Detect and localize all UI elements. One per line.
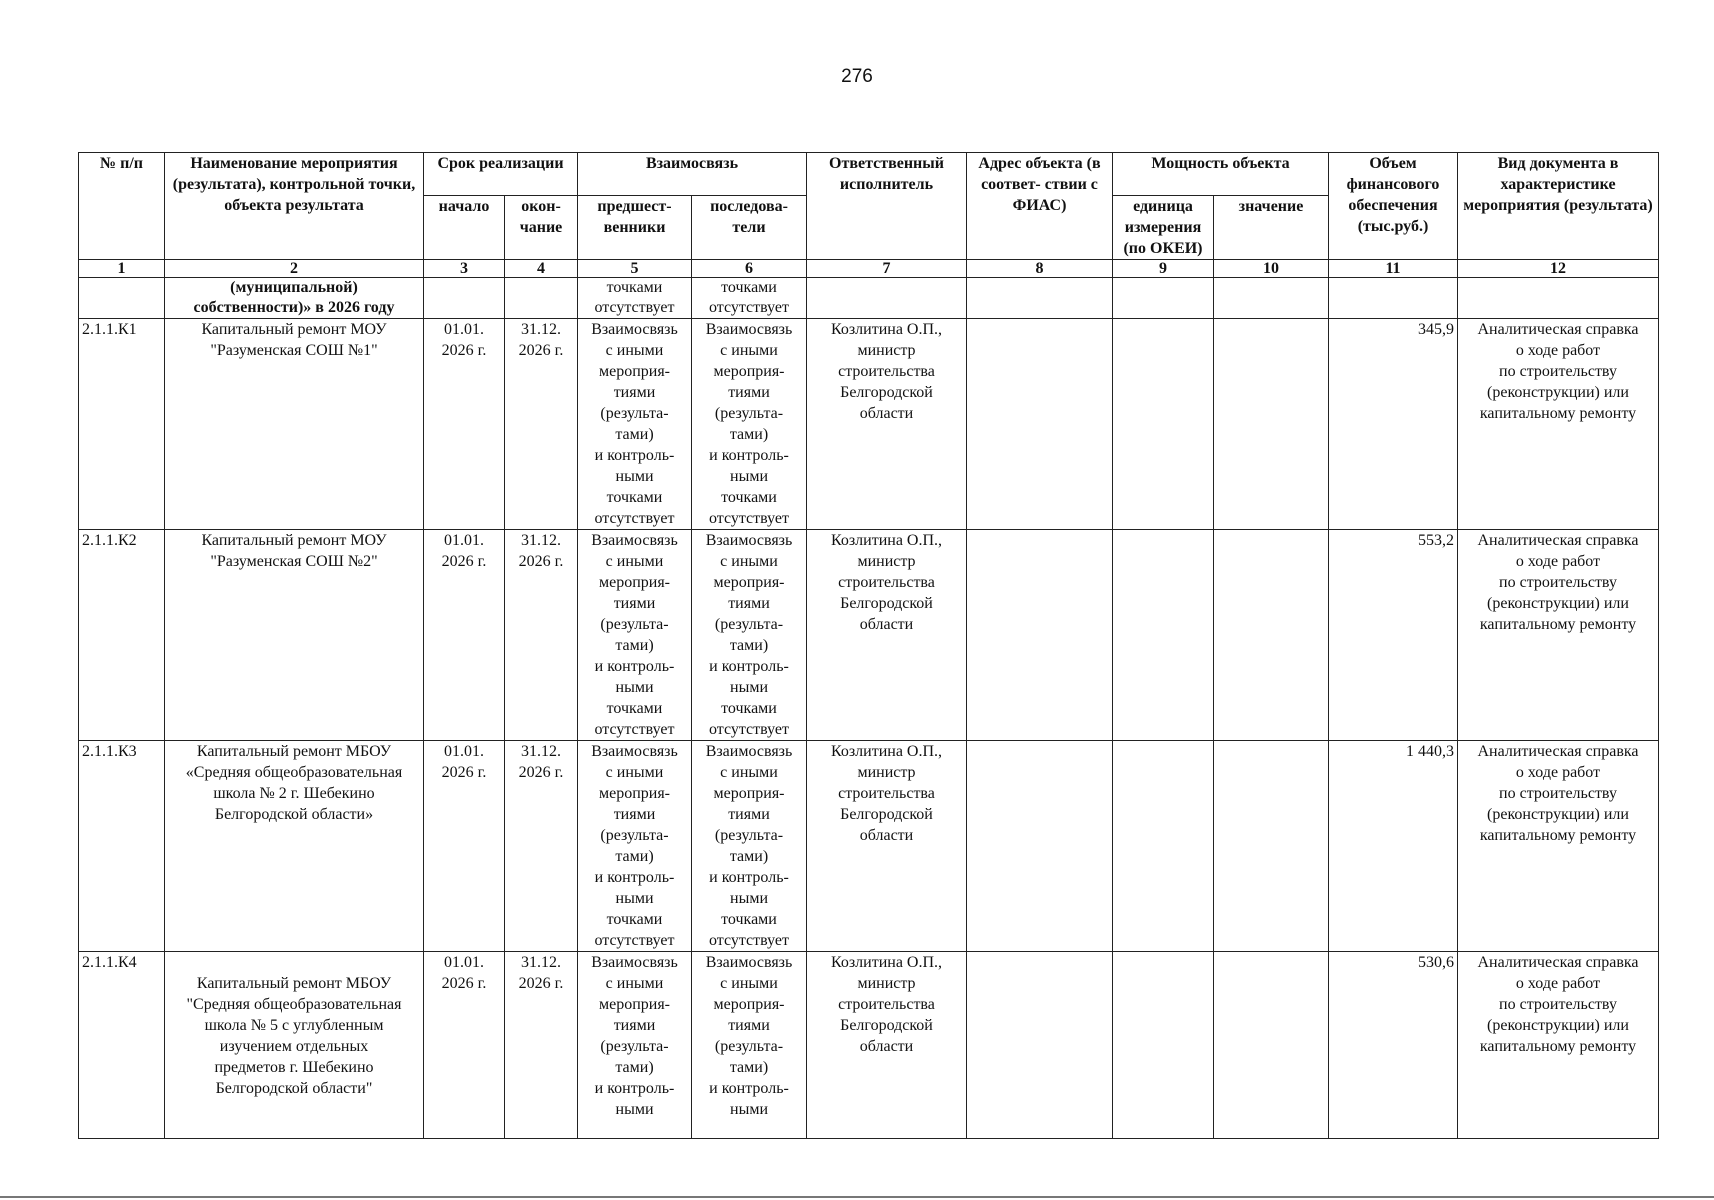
row-finance: 553,2	[1329, 530, 1458, 741]
row-prev-line: (результа-	[600, 827, 669, 844]
cont-empty	[1113, 278, 1214, 319]
row-id: 2.1.1.К2	[79, 530, 165, 741]
row-next-line: с иными	[720, 342, 778, 359]
row-prev	[578, 319, 692, 530]
continuation-row	[79, 278, 1659, 319]
row-prev-line: тиями	[613, 595, 656, 612]
row-end-line: 2026 г.	[518, 553, 564, 570]
row-prev-line: и контроль-	[594, 869, 675, 886]
row-prev-line: Взаимосвязь	[591, 743, 678, 760]
row-value	[1214, 530, 1329, 741]
row-next-line: (результа-	[714, 616, 784, 633]
page-bottom-rule	[0, 1196, 1714, 1198]
row-responsible-line: Козлитина О.П.,	[830, 321, 943, 338]
cont-prev-line: отсутствует	[594, 299, 675, 316]
row-doc-type-line: капитальному ремонту	[1479, 405, 1637, 422]
row-name	[165, 741, 424, 952]
row-responsible-line: министр	[857, 553, 916, 570]
row-start-line: 01.01.	[444, 532, 484, 549]
column-number: 4	[505, 260, 578, 278]
page-number: 276	[841, 66, 873, 87]
column-number: 8	[967, 260, 1113, 278]
row-doc-type-line: по строительству	[1499, 785, 1617, 802]
row-responsible	[807, 530, 967, 741]
row-name-line: Белгородской области"	[215, 1080, 373, 1097]
row-doc-type-line: (реконструкции) или	[1487, 1017, 1629, 1034]
row-next-line: мероприя-	[713, 363, 785, 380]
row-doc-type-line: Аналитическая справка	[1477, 954, 1639, 971]
row-next-line: ными	[730, 1101, 768, 1118]
cont-empty	[807, 278, 967, 319]
row-start-line: 2026 г.	[441, 975, 487, 992]
row-responsible-line: Белгородской	[840, 384, 933, 401]
row-prev-line: точками	[606, 911, 663, 928]
row-next-line: тами)	[729, 426, 769, 443]
row-next-line: Взаимосвязь	[705, 532, 793, 549]
row-doc-type-line: по строительству	[1499, 363, 1617, 380]
row-prev-line: мероприя-	[598, 785, 671, 802]
row-next-line: мероприя-	[713, 574, 785, 591]
cont-empty	[967, 278, 1113, 319]
row-name	[165, 530, 424, 741]
row-start-line: 2026 г.	[441, 342, 487, 359]
row-doc-type-line: о ходе работ	[1515, 553, 1601, 570]
row-doc-type-line: Аналитическая справка	[1477, 532, 1639, 549]
row-prev-line: и контроль-	[594, 658, 675, 675]
row-unit	[1113, 741, 1214, 952]
row-next	[692, 952, 807, 1139]
cont-empty	[1329, 278, 1458, 319]
column-number: 11	[1329, 260, 1458, 278]
header-responsible: Ответственный исполнитель	[807, 153, 967, 260]
row-prev-line: тами)	[615, 848, 654, 865]
row-name-line: Капитальный ремонт МОУ	[201, 321, 387, 338]
row-responsible	[807, 952, 967, 1139]
row-name-line: Белгородской области»	[214, 806, 374, 823]
cont-name-line: (муниципальной)	[230, 279, 358, 296]
row-prev-line: Взаимосвязь	[591, 954, 678, 971]
row-responsible-line: области	[859, 616, 914, 633]
row-doc-type-line: о ходе работ	[1515, 342, 1601, 359]
row-name-line: "Разуменская СОШ №2"	[210, 553, 378, 570]
row-next-line: тами)	[729, 1059, 769, 1076]
column-number: 9	[1113, 260, 1214, 278]
row-responsible-line: области	[859, 405, 914, 422]
row-responsible	[807, 741, 967, 952]
row-next-line: ными	[730, 679, 768, 696]
cont-next-line: отсутствует	[708, 299, 790, 316]
row-prev-line: Взаимосвязь	[591, 321, 678, 338]
column-number-row	[79, 260, 1659, 278]
column-number: 7	[807, 260, 967, 278]
row-end-line: 2026 г.	[518, 764, 564, 781]
header-capacity-value: значение	[1214, 196, 1329, 260]
row-id: 2.1.1.К1	[79, 319, 165, 530]
row-doc-type-line: капитальному ремонту	[1479, 827, 1637, 844]
row-start	[424, 530, 505, 741]
row-next-line: отсутствует	[708, 932, 790, 949]
row-start	[424, 741, 505, 952]
row-prev	[578, 952, 692, 1139]
row-responsible-line: строительства	[838, 996, 935, 1013]
row-next	[692, 530, 807, 741]
row-next-line: (результа-	[714, 827, 784, 844]
row-responsible-line: Козлитина О.П.,	[830, 954, 943, 971]
row-responsible-line: Белгородской	[840, 595, 933, 612]
row-responsible-line: министр	[857, 342, 916, 359]
row-value	[1214, 319, 1329, 530]
row-responsible-line: строительства	[838, 785, 935, 802]
row-name-line: "Средняя общеобразовательная	[186, 996, 402, 1013]
row-prev-line: с иными	[605, 975, 664, 992]
row-name-line: Капитальный ремонт МОУ	[201, 532, 387, 549]
row-next-line: точками	[721, 911, 777, 928]
row-address	[967, 319, 1113, 530]
column-number: 12	[1458, 260, 1659, 278]
header-row-1	[79, 153, 1659, 196]
column-number: 2	[165, 260, 424, 278]
row-end	[505, 319, 578, 530]
header-relation: Взаимосвязь	[578, 153, 807, 196]
row-value	[1214, 741, 1329, 952]
row-end-line: 2026 г.	[518, 342, 564, 359]
row-responsible-line: Козлитина О.П.,	[830, 743, 943, 760]
row-prev-line: и контроль-	[594, 447, 675, 464]
row-next	[692, 319, 807, 530]
column-number: 1	[79, 260, 165, 278]
table-row	[79, 952, 1659, 1139]
row-unit	[1113, 319, 1214, 530]
row-prev-line: (результа-	[600, 1038, 669, 1055]
row-doc-type-line: по строительству	[1499, 996, 1617, 1013]
row-start-line: 01.01.	[444, 954, 484, 971]
cont-prev	[578, 278, 692, 319]
header-finance: Объем финансового обеспечения (тыс.руб.)	[1329, 153, 1458, 260]
row-start-line: 01.01.	[444, 743, 484, 760]
row-next-line: Взаимосвязь	[705, 743, 793, 760]
row-prev-line: (результа-	[600, 405, 669, 422]
row-next-line: (результа-	[714, 1038, 784, 1055]
row-doc-type	[1458, 952, 1659, 1139]
row-prev-line: мероприя-	[598, 363, 671, 380]
row-end-line: 31.12.	[521, 532, 561, 549]
cont-name-line: собственности)» в 2026 году	[193, 299, 395, 316]
row-prev-line: и контроль-	[594, 1080, 675, 1097]
row-responsible-line: министр	[857, 764, 916, 781]
row-prev-line: тиями	[613, 384, 656, 401]
row-next	[692, 741, 807, 952]
header-term-end: окон- чание	[505, 196, 578, 260]
row-prev-line: тиями	[613, 806, 656, 823]
row-name-line: Капитальный ремонт МБОУ	[196, 743, 392, 760]
row-finance: 1 440,3	[1329, 741, 1458, 952]
row-next-line: ными	[730, 890, 768, 907]
cont-next	[692, 278, 807, 319]
row-prev-line: отсутствует	[594, 510, 675, 527]
row-next-line: тиями	[728, 384, 770, 401]
row-end	[505, 952, 578, 1139]
row-next-line: отсутствует	[708, 510, 790, 527]
row-finance: 345,9	[1329, 319, 1458, 530]
row-next-line: и контроль-	[709, 658, 789, 675]
row-name-line: Капитальный ремонт МБОУ	[196, 975, 392, 992]
row-prev-line: ными	[615, 890, 654, 907]
row-next-line: тиями	[728, 806, 770, 823]
column-number: 3	[424, 260, 505, 278]
cont-end	[505, 278, 578, 319]
header-capacity-unit: единица измерения (по ОКЕИ)	[1113, 196, 1214, 260]
table-row	[79, 530, 1659, 741]
row-id: 2.1.1.К4	[79, 952, 165, 1139]
row-next-line: ными	[730, 468, 768, 485]
row-address	[967, 741, 1113, 952]
row-end	[505, 741, 578, 952]
header-capacity: Мощность объекта	[1113, 153, 1329, 196]
row-value	[1214, 952, 1329, 1139]
column-number: 5	[578, 260, 692, 278]
row-next-line: мероприя-	[713, 785, 785, 802]
row-doc-type	[1458, 319, 1659, 530]
row-id: 2.1.1.К3	[79, 741, 165, 952]
row-prev-line: тами)	[615, 426, 654, 443]
row-responsible-line: строительства	[838, 363, 935, 380]
header-term: Срок реализации	[424, 153, 578, 196]
row-prev-line: с иными	[605, 342, 664, 359]
row-name-line: предметов г. Шебекино	[214, 1059, 374, 1076]
header-relation-next: последова- тели	[692, 196, 807, 260]
row-next-line: (результа-	[714, 405, 784, 422]
row-prev	[578, 530, 692, 741]
row-address	[967, 952, 1113, 1139]
cont-name	[165, 278, 424, 319]
cont-empty	[1458, 278, 1659, 319]
row-next-line: тами)	[729, 637, 769, 654]
row-responsible-line: области	[859, 827, 914, 844]
row-start-line: 2026 г.	[441, 553, 487, 570]
row-next-line: и контроль-	[709, 447, 789, 464]
row-end-line: 2026 г.	[518, 975, 564, 992]
row-doc-type-line: о ходе работ	[1515, 764, 1601, 781]
row-prev-line: отсутствует	[594, 932, 675, 949]
row-next-line: с иными	[720, 553, 778, 570]
row-prev-line: с иными	[605, 764, 664, 781]
row-prev-line: точками	[606, 700, 663, 717]
row-prev-line: (результа-	[600, 616, 669, 633]
cont-empty	[1214, 278, 1329, 319]
row-doc-type	[1458, 530, 1659, 741]
row-responsible-line: Козлитина О.П.,	[830, 532, 943, 549]
row-next-line: мероприя-	[713, 996, 785, 1013]
row-doc-type-line: капитальному ремонту	[1479, 616, 1637, 633]
row-doc-type-line: (реконструкции) или	[1487, 595, 1629, 612]
row-finance: 530,6	[1329, 952, 1458, 1139]
row-prev-line: мероприя-	[598, 574, 671, 591]
row-next-line: тиями	[728, 595, 770, 612]
row-doc-type-line: капитальному ремонту	[1479, 1038, 1637, 1055]
row-doc-type-line: (реконструкции) или	[1487, 384, 1629, 401]
row-responsible-line: министр	[857, 975, 916, 992]
row-prev-line: Взаимосвязь	[591, 532, 678, 549]
row-next-line: с иными	[720, 975, 778, 992]
header-address: Адрес объекта (в соответ- ствии с ФИАС)	[967, 153, 1113, 260]
row-next-line: и контроль-	[709, 1080, 789, 1097]
row-name-line: "Разуменская СОШ №1"	[210, 342, 378, 359]
row-responsible-line: Белгородской	[840, 1017, 933, 1034]
row-unit	[1113, 530, 1214, 741]
row-end	[505, 530, 578, 741]
cont-start	[424, 278, 505, 319]
row-next-line: и контроль-	[709, 869, 789, 886]
plan-table	[78, 152, 1659, 1139]
table-row	[79, 319, 1659, 530]
header-number: № п/п	[79, 153, 165, 260]
row-doc-type-line: по строительству	[1499, 574, 1617, 591]
row-end-line: 31.12.	[521, 743, 561, 760]
row-end-line: 31.12.	[521, 954, 561, 971]
row-start-line: 01.01.	[444, 321, 484, 338]
row-address	[967, 530, 1113, 741]
row-prev	[578, 741, 692, 952]
cont-next-line: точками	[721, 279, 777, 296]
row-name	[165, 319, 424, 530]
row-prev-line: точками	[606, 489, 663, 506]
row-start	[424, 952, 505, 1139]
row-name-line: изучением отдельных	[219, 1038, 369, 1055]
row-doc-type-line: Аналитическая справка	[1477, 321, 1639, 338]
row-doc-type-line: Аналитическая справка	[1477, 743, 1639, 760]
row-name-line: «Средняя общеобразовательная	[185, 764, 403, 781]
row-end-line: 31.12.	[521, 321, 561, 338]
row-start	[424, 319, 505, 530]
row-responsible-line: Белгородской	[840, 806, 933, 823]
row-doc-type-line: (реконструкции) или	[1487, 806, 1629, 823]
row-unit	[1113, 952, 1214, 1139]
row-prev-line: отсутствует	[594, 721, 675, 738]
row-prev-line: ными	[615, 679, 654, 696]
row-prev-line: тами)	[615, 637, 654, 654]
cont-prev-line: точками	[606, 279, 663, 296]
row-next-line: тами)	[729, 848, 769, 865]
row-next-line: отсутствует	[708, 721, 790, 738]
row-next-line: тиями	[728, 1017, 770, 1034]
header-term-start: начало	[424, 196, 505, 260]
row-next-line: точками	[721, 700, 777, 717]
column-number: 10	[1214, 260, 1329, 278]
row-next-line: точками	[721, 489, 777, 506]
header-name: Наименование мероприятия (результата), контрольной точки, объекта результата	[165, 153, 424, 260]
row-doc-type-line: о ходе работ	[1515, 975, 1601, 992]
row-prev-line: мероприя-	[598, 996, 671, 1013]
row-prev-line: ными	[615, 1101, 654, 1118]
header-doc-type: Вид документа в характеристике мероприятия (результата)	[1458, 153, 1659, 260]
row-prev-line: с иными	[605, 553, 664, 570]
row-responsible-line: области	[859, 1038, 914, 1055]
cont-id	[79, 278, 165, 319]
column-number: 6	[692, 260, 807, 278]
row-name-line: школа № 2 г. Шебекино	[213, 785, 375, 802]
row-responsible-line: строительства	[838, 574, 935, 591]
row-prev-line: ными	[615, 468, 654, 485]
table-row	[79, 741, 1659, 952]
row-prev-line: тами)	[615, 1059, 654, 1076]
row-next-line: Взаимосвязь	[705, 954, 793, 971]
row-name-line: школа № 5 с углубленным	[204, 1017, 384, 1034]
row-doc-type	[1458, 741, 1659, 952]
row-prev-line: тиями	[613, 1017, 656, 1034]
row-responsible	[807, 319, 967, 530]
row-start-line: 2026 г.	[441, 764, 487, 781]
row-name	[165, 952, 424, 1139]
header-relation-prev: предшест- венники	[578, 196, 692, 260]
row-next-line: с иными	[720, 764, 778, 781]
row-next-line: Взаимосвязь	[705, 321, 793, 338]
